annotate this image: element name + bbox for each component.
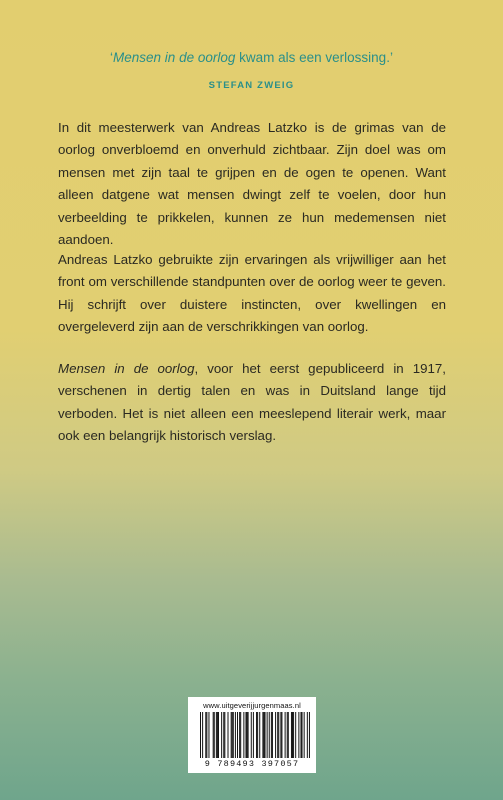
barcode-bar xyxy=(208,712,209,758)
barcode-bar xyxy=(257,712,258,758)
blurb-paragraph-2: Andreas Latzko gebruikte zijn ervaringen als vrijwilliger aan het front om verschillende standpunten over de oorlog weer te geven. Hij schrijft over duistere instincten, over kwellingen en overgeleverd zijn aan de verschrikkingen van oorlog. xyxy=(58,252,446,335)
barcode-bar xyxy=(224,712,225,758)
barcode-bar xyxy=(262,712,263,758)
barcode-bar xyxy=(292,712,293,758)
isbn-barcode-label xyxy=(188,697,316,773)
publisher-url: www.uitgeverijjurgenmaas.nl xyxy=(203,701,301,710)
barcode-bar xyxy=(295,712,296,758)
barcode-bar xyxy=(245,712,246,758)
barcode-bar xyxy=(202,712,203,758)
barcode-bar xyxy=(291,712,292,758)
blurb-paragraph-1: In dit meesterwerk van Andreas Latzko is de grimas van de oorlog onverbloemd en onverhuld zichtbaar. Zijn doel was om mensen met zijn taal te grijpen en de ogen te openen. Want alleen datgene wat mensen dwingt zelf te voelen, door hun verbeelding te prikkelen, kunnen ze hun medemensen niet aandoen. xyxy=(58,120,446,248)
isbn-number: 9 789493 397057 xyxy=(204,759,300,769)
barcode-bar xyxy=(281,712,282,758)
barcode-bar xyxy=(259,712,260,758)
barcode-bar xyxy=(221,712,222,758)
pull-quote xyxy=(0,50,503,65)
barcode-bar xyxy=(272,712,273,758)
barcode-bar xyxy=(217,712,218,758)
barcode-bar xyxy=(271,712,272,758)
barcode-bar xyxy=(205,712,206,758)
barcode-bar xyxy=(240,712,241,758)
barcode-bar xyxy=(288,712,289,758)
barcode-bar xyxy=(228,712,229,758)
paragraph-3-text: , voor het eerst gepubliceerd in 1917, verschenen in dertig talen en was in Duitsland lange tijd verboden. Het is niet alleen een meeslepend literair werk, maar ook een belangrijk historisch verslag. xyxy=(58,361,446,444)
barcode-bar xyxy=(280,712,281,758)
barcode-bar xyxy=(263,712,264,758)
barcode-bar xyxy=(278,712,279,758)
blurb-paragraph-3 xyxy=(58,358,446,448)
barcode-bars xyxy=(200,712,310,758)
quote-open-mark: ‘ xyxy=(110,50,114,65)
barcode-bar xyxy=(267,712,268,758)
barcode-bar xyxy=(302,712,303,758)
barcode-bar xyxy=(285,712,286,758)
barcode-bar xyxy=(287,712,288,758)
quote-author: STEFAN ZWEIG xyxy=(208,80,295,91)
barcode-bar xyxy=(235,712,236,758)
barcode-bar xyxy=(300,712,301,758)
barcode-bar xyxy=(237,712,238,758)
barcode-bar xyxy=(293,712,294,758)
barcode-bar xyxy=(304,712,305,758)
barcode-bar xyxy=(214,712,215,758)
paragraph-book-title: Mensen in de oorlog xyxy=(58,361,195,376)
barcode-bar xyxy=(232,712,233,758)
barcode-bar xyxy=(213,712,214,758)
barcode-bar xyxy=(218,712,219,758)
barcode-bar xyxy=(298,712,299,758)
barcode-bar xyxy=(265,712,266,758)
barcode-bar xyxy=(256,712,257,758)
barcode-bar xyxy=(231,712,232,758)
barcode-bar xyxy=(216,712,217,758)
barcode-bar xyxy=(253,712,254,758)
barcode-bar xyxy=(223,712,224,758)
barcode-bar xyxy=(248,712,249,758)
quote-text: kwam als een verlossing.’ xyxy=(235,50,393,65)
barcode-bar xyxy=(247,712,248,758)
barcode-bar xyxy=(307,712,308,758)
quote-book-title: Mensen in de oorlog xyxy=(113,50,236,65)
barcode-bar xyxy=(243,712,244,758)
barcode-bar xyxy=(233,712,234,758)
barcode-bar xyxy=(277,712,278,758)
barcode-bar xyxy=(275,712,276,758)
barcode-bar xyxy=(206,712,207,758)
barcode-bar xyxy=(200,712,201,758)
barcode-bar xyxy=(239,712,240,758)
barcode-bar xyxy=(251,712,252,758)
barcode-bar xyxy=(269,712,270,758)
barcode-bar xyxy=(309,712,310,758)
